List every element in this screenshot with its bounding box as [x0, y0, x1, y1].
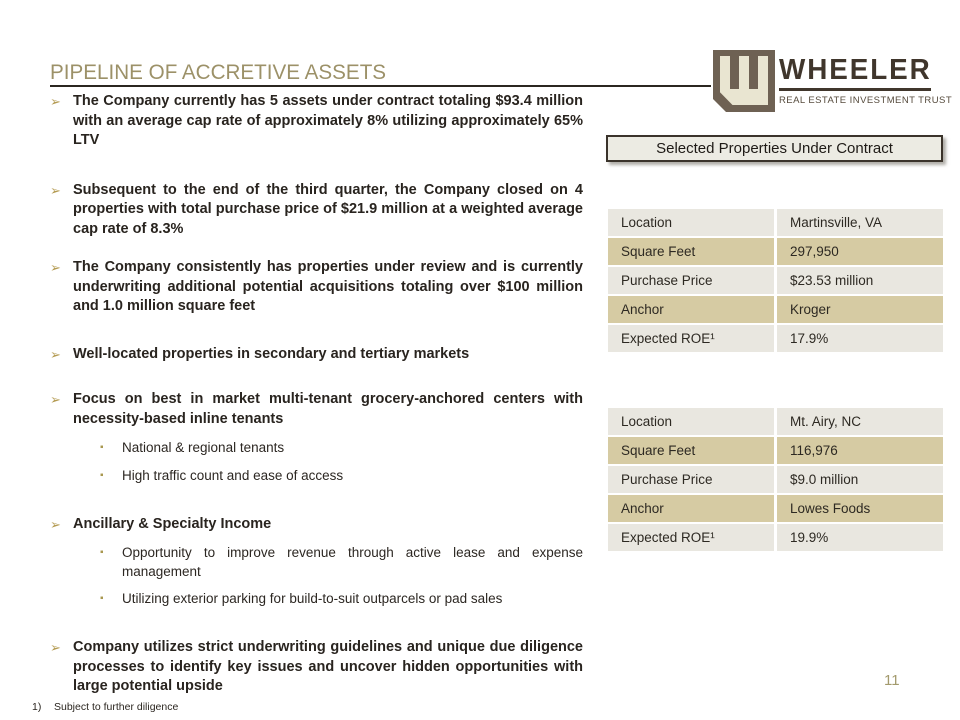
- property-value: 17.9%: [777, 325, 943, 352]
- arrow-bullet-icon: ➢: [50, 346, 61, 362]
- wheeler-logo: [713, 50, 953, 112]
- square-bullet-icon: ▪: [100, 592, 104, 604]
- page-number: 11: [884, 672, 900, 689]
- page-title: PIPELINE OF ACCRETIVE ASSETS: [50, 60, 387, 84]
- bullet-text: Well-located properties in secondary and tertiary markets: [73, 345, 470, 362]
- bullet-item: [50, 515, 583, 535]
- sub-bullet-text: Opportunity to improve revenue through active lease and expense management: [122, 544, 583, 579]
- bullet-text: Ancillary & Specialty Income: [73, 516, 272, 532]
- bullet-item: [50, 638, 583, 697]
- bullet-item: [50, 345, 583, 365]
- arrow-bullet-icon: ➢: [50, 392, 61, 407]
- property-label: Square Feet: [608, 437, 774, 464]
- table-row: [608, 296, 943, 323]
- panel-header: Selected Properties Under Contract: [606, 135, 943, 162]
- sub-bullet-text: National & regional tenants: [122, 440, 285, 455]
- arrow-bullet-icon: ➢: [50, 517, 61, 532]
- logo-tagline: REAL ESTATE INVESTMENT TRUST: [779, 95, 953, 106]
- bullet-list: [50, 92, 583, 697]
- property-value: 297,950: [777, 238, 943, 265]
- property-value: $9.0 million: [777, 466, 943, 493]
- table-row: [608, 267, 943, 294]
- bullet-text: Subsequent to the end of the third quarter, the Company closed on 4 properties with total purchase price of $21.9 million at a weighted average cap rate of 8.3%: [73, 181, 583, 237]
- square-bullet-icon: ▪: [100, 442, 104, 453]
- property-value: 19.9%: [777, 524, 943, 551]
- property-label: Location: [608, 408, 774, 435]
- property-label: Location: [608, 209, 774, 236]
- wheeler-w-icon-inner: [720, 56, 768, 105]
- property-value: Martinsville, VA: [777, 209, 943, 236]
- bullet-text: The Company currently has 5 assets under contract totaling $93.4 million with an average cap rate of approximately 8% utilizing approximately 65% LTV: [73, 93, 583, 148]
- bullet-item: [50, 390, 583, 429]
- property-value: Kroger: [777, 296, 943, 323]
- property-label: Purchase Price: [608, 267, 774, 294]
- property-value: 116,976: [777, 437, 943, 464]
- arrow-bullet-icon: ➢: [50, 94, 61, 109]
- bullet-text: Focus on best in market multi-tenant grocery-anchored centers with necessity-based inline tenants: [73, 391, 583, 427]
- table-row: [608, 466, 943, 493]
- table-row: [608, 524, 943, 551]
- table-row: [608, 209, 943, 236]
- property-value: Lowes Foods: [777, 495, 943, 522]
- logo-divider: [779, 88, 931, 91]
- sub-bullet-text: High traffic count and ease of access: [122, 467, 344, 483]
- footnote-marker: 1): [32, 701, 42, 713]
- sub-bullet-text: Utilizing exterior parking for build-to-suit outparcels or pad sales: [122, 590, 503, 606]
- bullet-item: [50, 258, 583, 317]
- logo-brand-name: WHEELER: [779, 54, 932, 86]
- property-table-mt-airy: [608, 408, 943, 553]
- square-bullet-icon: ▪: [100, 546, 104, 558]
- property-value: $23.53 million: [777, 267, 943, 294]
- title-underline: [50, 85, 711, 87]
- wheeler-w-icon: [713, 50, 775, 112]
- bullet-text: The Company consistently has properties under review and is currently underwriting additional potential acquisitions totaling over $100 million and 1.0 million square feet: [73, 259, 583, 314]
- table-row: [608, 437, 943, 464]
- sub-bullet-item: [100, 466, 583, 486]
- sub-bullet-item: [100, 543, 583, 582]
- property-label: Anchor: [608, 495, 774, 522]
- table-row: [608, 238, 943, 265]
- footnote-text: Subject to further diligence: [54, 701, 179, 713]
- table-row: [608, 325, 943, 352]
- bullet-item: [50, 92, 583, 151]
- logo-text: [779, 50, 953, 112]
- arrow-bullet-icon: ➢: [50, 260, 61, 275]
- property-label: Anchor: [608, 296, 774, 323]
- square-bullet-icon: ▪: [100, 469, 104, 481]
- property-label: Expected ROE¹: [608, 524, 774, 551]
- arrow-bullet-icon: ➢: [50, 640, 61, 655]
- bullet-text: Company utilizes strict underwriting guidelines and unique due diligence processes to identify key issues and uncover hidden opportunities with large potential upside: [73, 639, 583, 694]
- arrow-bullet-icon: ➢: [50, 182, 61, 198]
- table-row: [608, 408, 943, 435]
- property-table-martinsville: [608, 209, 943, 354]
- property-label: Expected ROE¹: [608, 325, 774, 352]
- bullet-item: [50, 181, 583, 240]
- property-label: Square Feet: [608, 238, 774, 265]
- property-label: Purchase Price: [608, 466, 774, 493]
- sub-bullet-item: [100, 438, 583, 458]
- footnote: [32, 701, 178, 713]
- sub-bullet-item: [100, 589, 583, 609]
- table-row: [608, 495, 943, 522]
- property-value: Mt. Airy, NC: [777, 408, 943, 435]
